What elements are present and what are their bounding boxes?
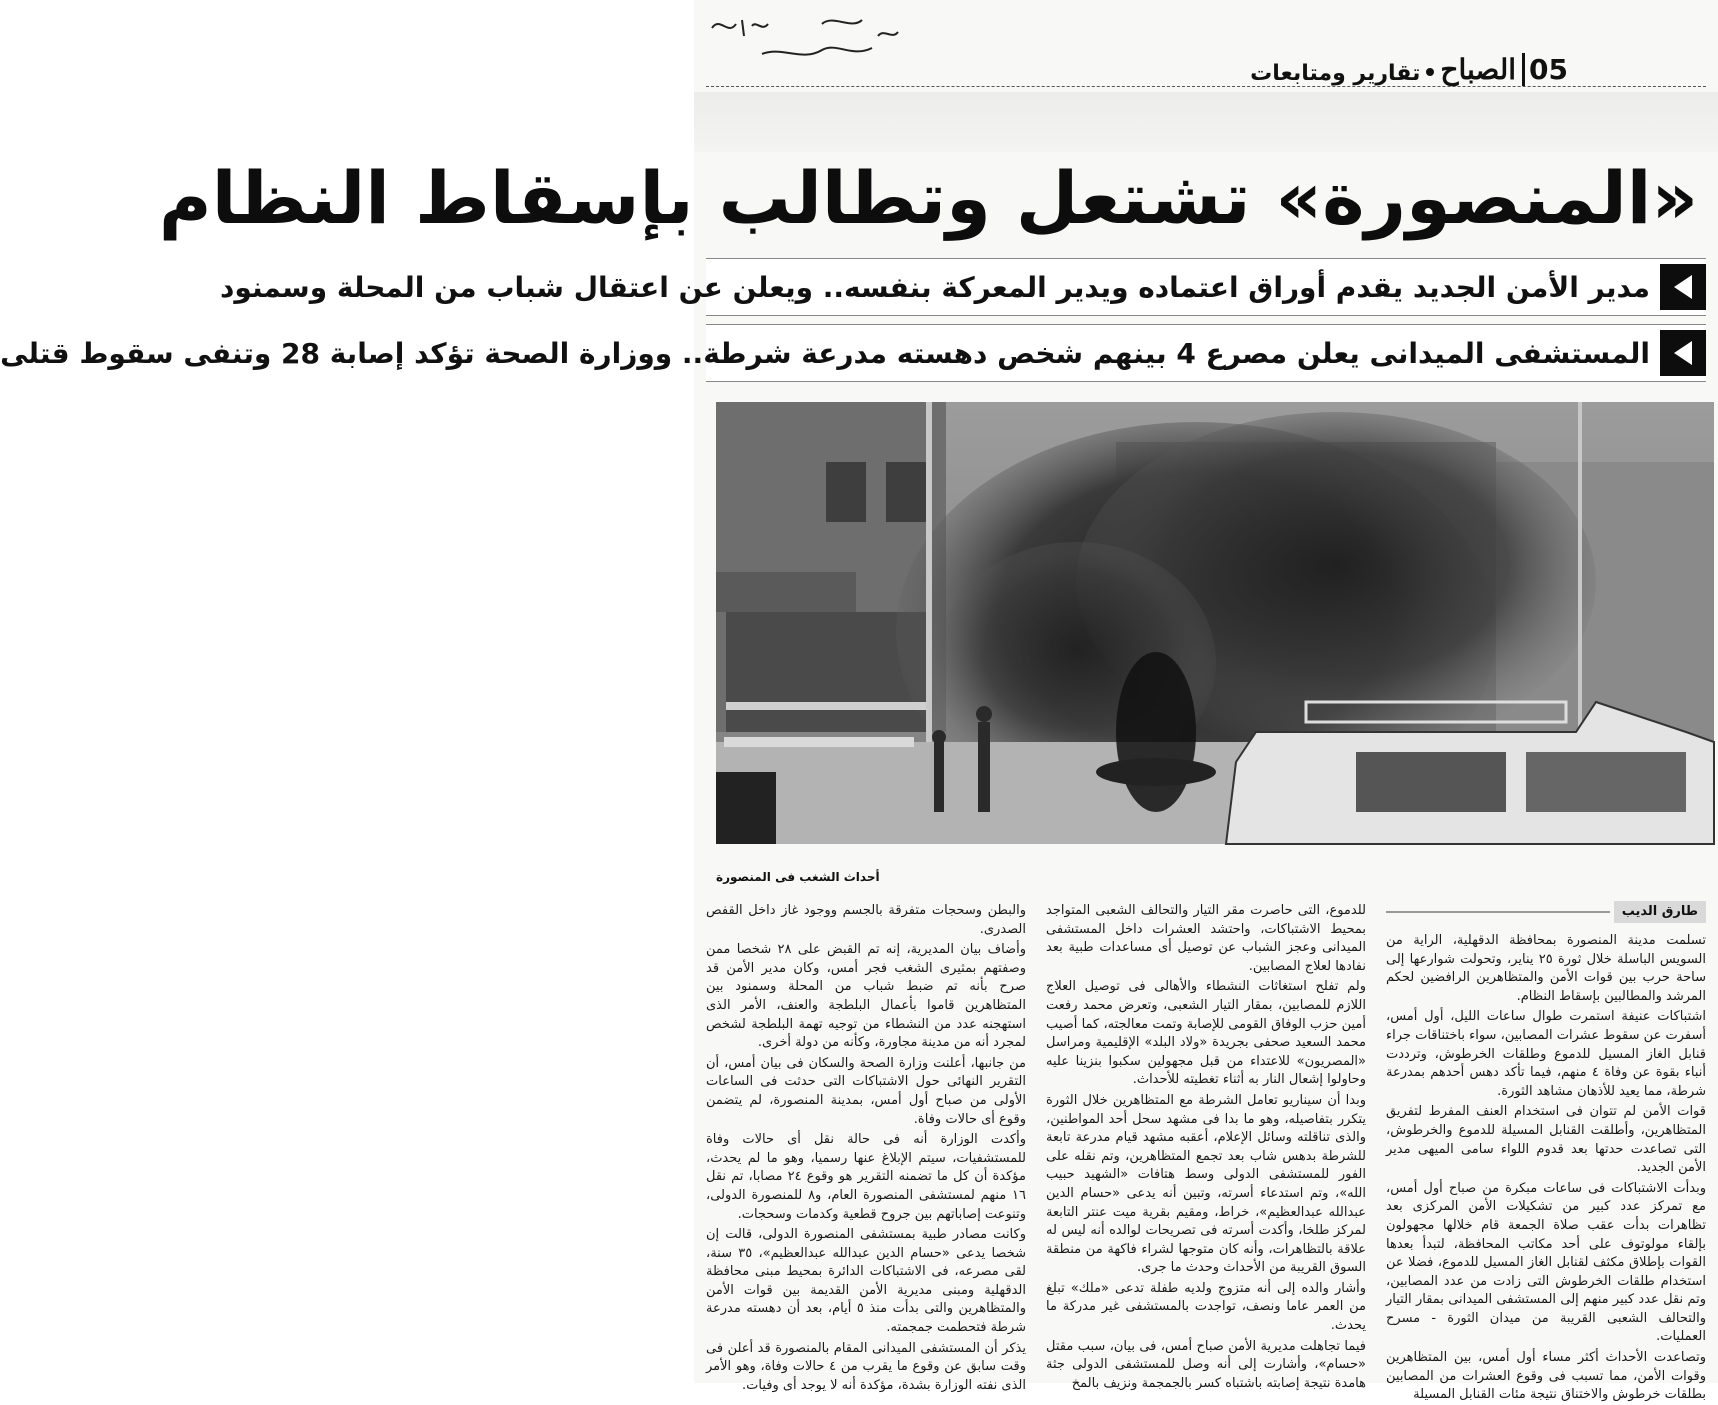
- article-paragraph: وأشار والده إلى أنه متزوج ولديه طفلة تدعى «ملك» تبلغ من العمر عاما ونصف، تواجدت بالمستشفى غير مدركة ما يحدث.: [1046, 1280, 1366, 1334]
- article-column-1: [1386, 902, 1706, 1403]
- article-column-2: [1046, 902, 1366, 1391]
- article-paragraph: وبدأت الاشتباكات فى ساعات مبكرة من صباح أول أمس، مع تمركز عدد كبير من تشكيلات الأمن المركزى بعد تظاهرات بدأت عقب صلاة الجمعة قام خلالها مجهولون بإلقاء مولوتوف على أحد مكاتب المحافظة، لتبدأ بعدها القوات بإطلاق مكثف لقنابل الغاز المسيل للدموع، فضلا عن استخدام طلقات الخرطوش التى زادت من عدد المصابين، وتم نقل عدد كبير منهم إلى المستشفى الميدانى بمقار التيار والتحالف الشعبى القريبة من ميدان الثورة - مسرح العمليات.: [1386, 1180, 1706, 1345]
- masthead: [1250, 36, 1568, 86]
- headline: «المنصورة» تشتعل وتطالب بإسقاط النظام: [158, 156, 1698, 240]
- deck-line-1: [220, 258, 1706, 316]
- article-paragraph: تسلمت مدينة المنصورة بمحافظة الدقهلية، الراية من السويس الباسلة خلال ثورة ٢٥ يناير، وتحولت شوارعها إلى ساحة حرب بين قوات الأمن والمتظاهرين الرافضين لحكم المرشد والمطالبين بإسقاط النظام.: [1386, 933, 1706, 1004]
- page-number: 05: [1522, 53, 1568, 86]
- article-paragraph: من جانبها، أعلنت وزارة الصحة والسكان فى بيان أمس، أن التقرير النهائى حول الاشتباكات التى حدثت فى الساعات الأولى من صباح أول أمس، بمدينة المنصورة، لم يتضمن وقوع أى حالات وفاة.: [706, 1055, 1026, 1127]
- article-column-3: [706, 902, 1026, 1393]
- article-paragraph: اشتباكات عنيفة استمرت طوال ساعات الليل، أول أمس، أسفرت عن سقوط عشرات المصابين، سواء باختناقات جراء قنابل الغاز المسيل للدموع وطلقات الخرطوش، وترددت أنباء بقوة عن وفاة ٤ منهم، فيما تأكد دهس أحدهم بمدرعة شرطة، مما يعيد للأذهان مشاهد الثورة.: [1386, 1009, 1706, 1099]
- handwritten-note: [702, 6, 912, 66]
- triangle-bullet-icon: [1660, 264, 1706, 310]
- article-paragraph: ولم تفلح استغاثات النشطاء والأهالى فى توصيل العلاج اللازم للمصابين، بمقار التيار الشعبى، وتعرض محمد رفعت أمين حزب الوفاق القومى للإصابة وتمت معالجته، كما أصيب محمد السعيد صحفى بجريدة «ولاد البلد» الإقليمية ومراسل «المصريون» للاعتداء من قبل مجهولين سكبوا بنزينا عليه وحاولوا إشعال النار به أثناء تغطيته للأحداث.: [1046, 979, 1366, 1088]
- article-paragraph: وكانت مصادر طبية بمستشفى المنصورة الدولى، قالت إن شخصا يدعى «حسام الدين عبدالله عبدالعظيم»، ٣٥ سنة، لقى مصرعه، فى الاشتباكات الدائرة بمحيط مبنى محافظة الدقهلية ومبنى مديرية الأمن القديمة بين قوات الأمن والمتظاهرين والتى بدأت منذ ٥ أيام، بعد أن دهسته مدرعة شرطة فتحطمت جمجمته.: [706, 1227, 1026, 1336]
- bleed-through: [694, 92, 1718, 152]
- masthead-dot: [1426, 68, 1434, 76]
- article-paragraph: فيما تجاهلت مديرية الأمن صباح أمس، فى بيان، سبب مقتل «حسام»، وأشارت إلى أنه وصل للمستشفى الدولى جثة هامدة نتيجة إصابته باشتباه كسر بالجمجمة ونزيف بالمخ: [1046, 1338, 1366, 1391]
- photo-caption: أحداث الشغب فى المنصورة: [716, 870, 880, 884]
- byline-bar: [1386, 902, 1706, 922]
- byline-rule: [1386, 911, 1610, 913]
- article-paragraph: وبدا أن سيناريو تعامل الشرطة مع المتظاهرين خلال الثورة يتكرر بتفاصيله، وهو ما بدا فى مشهد سحل أحد المواطنين، والذى تناقلته وسائل الإعلام، أعقبه مشهد قيام مدرعة تابعة للشرطة بدهس شاب بعد تجمع المتظاهرين، وتم نقله على الفور للمستشفى الدولى وسط هتافات «الشهيد حبيب الله»، وتم استدعاء أسرته، وتبين أنه يدعى «حسام الدين عبدالله عبدالعظيم»، خراط، ومقيم بقرية ميت عنتر التابعة لمركز طلخا، وأكدت أسرته فى تصريحات لوالده أنه ليس له علاقة بالتظاهرات، وأنه كان متوجها لشراء فاكهة من منطقة السوق القريبة من الأحداث وحدث ما جرى.: [1046, 1092, 1366, 1276]
- article-paragraph: يذكر أن المستشفى الميدانى المقام بالمنصورة قد أعلن فى وقت سابق عن وقوع ما يقرب من ٤ حالات وفاة، وهو الأمر الذى نفته الوزارة بشدة، مؤكدة أنه لا يوجد أى وفيات.: [706, 1340, 1026, 1393]
- news-photo: [716, 402, 1714, 844]
- article-paragraph: وأكدت الوزارة أنه فى حالة نقل أى حالات وفاة للمستشفيات، سيتم الإبلاغ عنها رسميا، وهو ما لم يحدث، مؤكدة أن كل ما تضمنه التقرير هو وقوع ٢٤ مصابا، تم نقل ١٦ منهم لمستشفى المنصورة العام، و٨ للمنصورة الدولى، وتنوعت إصاباتهم بين جروح قطعية وكدمات وسحجات.: [706, 1132, 1026, 1222]
- top-rule: [706, 86, 1706, 87]
- article-columns: [706, 902, 1706, 1403]
- section-title: تقارير ومتابعات: [1250, 61, 1421, 86]
- triangle-bullet-icon: [1660, 330, 1706, 376]
- article-paragraph: وأضاف بيان المديرية، إنه تم القبض على ٢٨ شخصا ممن وصفتهم بمثيرى الشغب فجر أمس، وكان مدير الأمن قد صرح بأنه تم ضبط شباب من المحلة وسمنود بين المتظاهرين قاموا بأعمال البلطجة والعنف، الأمر الذى استهجنه عدد من النشطاء من توجيه تهمة البلطجة لشخص لمجرد أنه من مدينة مجاورة، وكأنه من دولة أخرى.: [706, 942, 1026, 1051]
- article-paragraph: والبطن وسحجات متفرقة بالجسم ووجود غاز داخل القفص الصدرى.: [706, 903, 1026, 937]
- deck-line-2: [0, 324, 1706, 382]
- deck-text-1: مدير الأمن الجديد يقدم أوراق اعتماده ويدير المعركة بنفسه.. ويعلن عن اعتقال شباب من المحلة وسمنود: [220, 270, 1650, 304]
- byline: طارق الديب: [1614, 901, 1706, 924]
- article-paragraph: للدموع، التى حاصرت مقر التيار والتحالف الشعبى المتواجد بمحيط الاشتباكات، واحتشد العشرات داخل المستشفى الميدانى وعجز الشباب عن توصيل أى مساعدات طبية بعد نفادها لعلاج المصابين.: [1046, 903, 1366, 974]
- paper-name: الصباح: [1440, 53, 1517, 86]
- article-paragraph: قوات الأمن لم تتوان فى استخدام العنف المفرط لتفريق المتظاهرين، وأطلقت القنابل المسيلة للدموع والخرطوش، التى تصاعدت حدتها بعد قدوم اللواء سامى الميهى مدير الأمن الجديد.: [1386, 1104, 1706, 1176]
- article-paragraph: وتصاعدت الأحداث أكثر مساء أول أمس، بين المتظاهرين وقوات الأمن، مما تسبب فى وقوع العشرات من المصابين بطلقات خرطوش والاختناق نتيجة مئات القنابل المسيلة: [1386, 1350, 1706, 1403]
- deck-text-2: المستشفى الميدانى يعلن مصرع 4 بينهم شخص دهسته مدرعة شرطة.. ووزارة الصحة تؤكد إصابة 28 وتنفى سقوط قتلى: [0, 336, 1650, 370]
